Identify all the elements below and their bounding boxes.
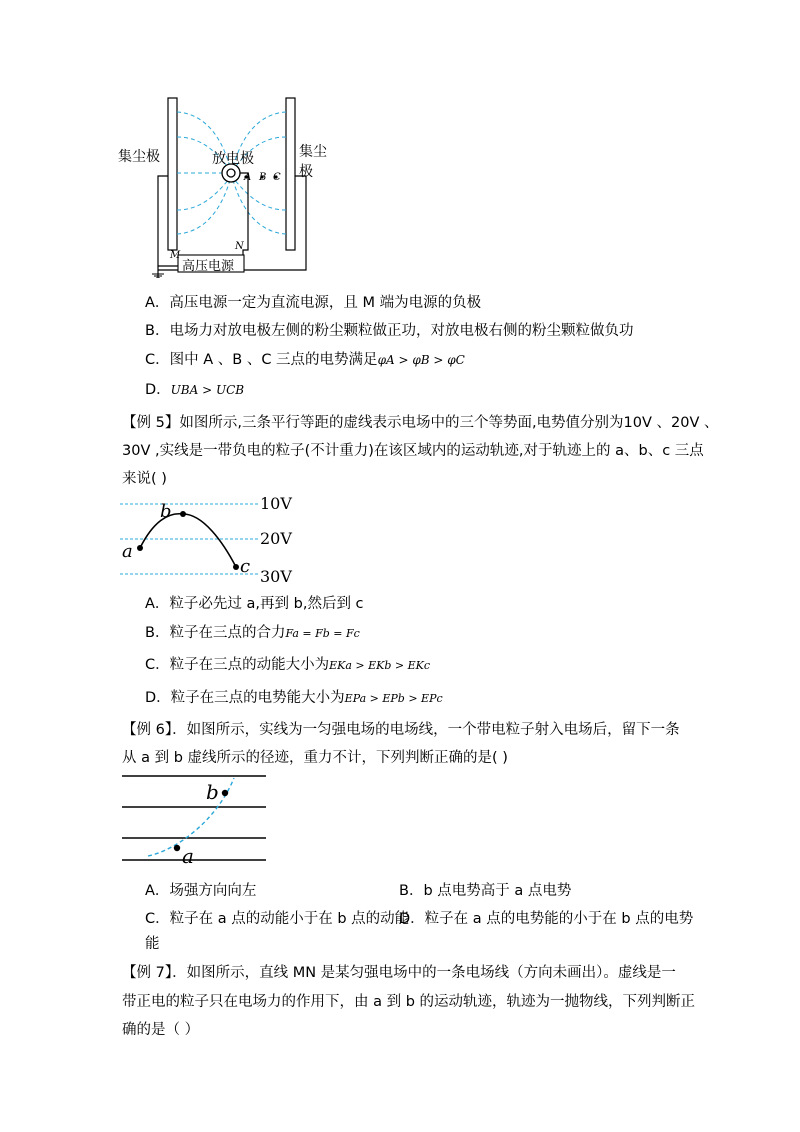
potential-30v-label: 30V	[260, 567, 292, 586]
point-a-dot	[137, 545, 143, 551]
point-a-label: A	[244, 172, 252, 183]
q4-option-c-formula: φA > φB > φC	[377, 353, 465, 367]
point-c-dot	[233, 564, 239, 570]
q4-option-a: A．高压电源一定为直流电源，且 M 端为电源的负极	[145, 295, 482, 311]
q6-option-c: C．粒子在 a 点的动能小于在 b 点的动能	[145, 911, 410, 927]
q5-option-d	[145, 688, 443, 709]
q7-stem-line3: 确的是（ ）	[122, 1022, 200, 1038]
point-a-dot	[174, 845, 180, 851]
point-c-label: c	[240, 556, 251, 577]
point-b-label: b	[206, 780, 219, 804]
q5-option-a: A．粒子必先过 a,再到 b,然后到 c	[145, 596, 364, 612]
q5-option-c	[145, 655, 430, 676]
point-b-label: b	[160, 501, 172, 522]
uniform-field-figure	[122, 770, 268, 870]
point-b-dot	[180, 511, 186, 517]
q6-stem-line1: 【例 6】．如图所示，实线为一匀强电场的电场线，一个带电粒子射入电场后，留下一条	[122, 722, 680, 738]
right-collector-label: 集尘极	[299, 144, 327, 180]
q7-stem-line2: 带正电的粒子只在电场力的作用下，由 a 到 b 的运动轨迹，轨迹为一抛物线，下列判断正	[122, 994, 696, 1010]
particle-trajectory	[140, 514, 236, 567]
q4-option-c-text: C．图中 A 、B 、C 三点的电势满足	[145, 352, 378, 368]
point-a-label: a	[182, 844, 194, 868]
q6-option-d-continued: 能	[145, 936, 160, 952]
left-collector-label: 集尘极	[118, 149, 160, 165]
point-c-label: C	[273, 172, 281, 183]
q4-option-d-text: D．	[145, 382, 171, 398]
point-a-label: a	[122, 541, 133, 562]
q6-option-d: D．粒子在 a 点的电势能的小于在 b 点的电势	[399, 911, 694, 927]
q4-option-d-formula: UBA > UCB	[170, 383, 245, 397]
m-terminal-label: M	[170, 250, 181, 261]
q5-option-b-formula: Fa = Fb = Fc	[285, 627, 360, 640]
q6-option-b: B．b 点电势高于 a 点电势	[399, 883, 572, 899]
potential-20v-label: 20V	[260, 529, 292, 548]
precipitator-figure	[118, 92, 340, 278]
q4-option-b: B．电场力对放电极左侧的粉尘颗粒做正功，对放电极右侧的粉尘颗粒做负功	[145, 323, 634, 339]
q5-stem-line1: 【例 5】如图所示,三条平行等距的虚线表示电场中的三个等势面,电势值分别为10V 、20V 、	[122, 415, 719, 431]
point-b-label: B	[259, 172, 267, 183]
point-b-dot	[222, 790, 228, 796]
q7-stem-line1: 【例 7】．如图所示，直线 MN 是某匀强电场中的一条电场线（方向未画出）。虚线是一	[122, 965, 676, 981]
potential-10v-label: 10V	[260, 494, 292, 513]
q5-option-b	[145, 623, 360, 644]
discharge-electrode-label: 放电极	[212, 151, 254, 167]
n-terminal-label: N	[235, 241, 244, 252]
power-supply-label: 高压电源	[182, 259, 235, 274]
right-collector-plate	[286, 98, 295, 250]
q4-option-c	[145, 350, 465, 370]
field-lines	[122, 776, 266, 860]
q5-option-d-formula: EPa > EPb > EPc	[344, 692, 443, 705]
q5-option-b-text: B．粒子在三点的合力	[145, 625, 286, 641]
equipotential-figure	[118, 492, 298, 590]
q6-stem-line2: 从 a 到 b 虚线所示的径迹，重力不计，下列判断正确的是( )	[122, 750, 508, 766]
q4-option-d	[145, 380, 244, 400]
q5-option-d-text: D．粒子在三点的电势能大小为	[145, 690, 345, 706]
q6-option-a: A．场强方向向左	[145, 883, 257, 899]
left-collector-plate	[168, 98, 177, 250]
q5-option-c-text: C．粒子在三点的动能大小为	[145, 657, 330, 673]
q5-option-c-formula: EKa > EKb > EKc	[329, 659, 431, 672]
precipitator-diagram	[118, 92, 340, 278]
q5-stem-line3: 来说( )	[122, 471, 167, 487]
uniform-field-diagram	[122, 770, 268, 870]
q5-stem-line2: 30V ,实线是一带负电的粒子(不计重力)在该区域内的运动轨迹,对于轨迹上的 a、b、c 三点	[122, 443, 704, 459]
